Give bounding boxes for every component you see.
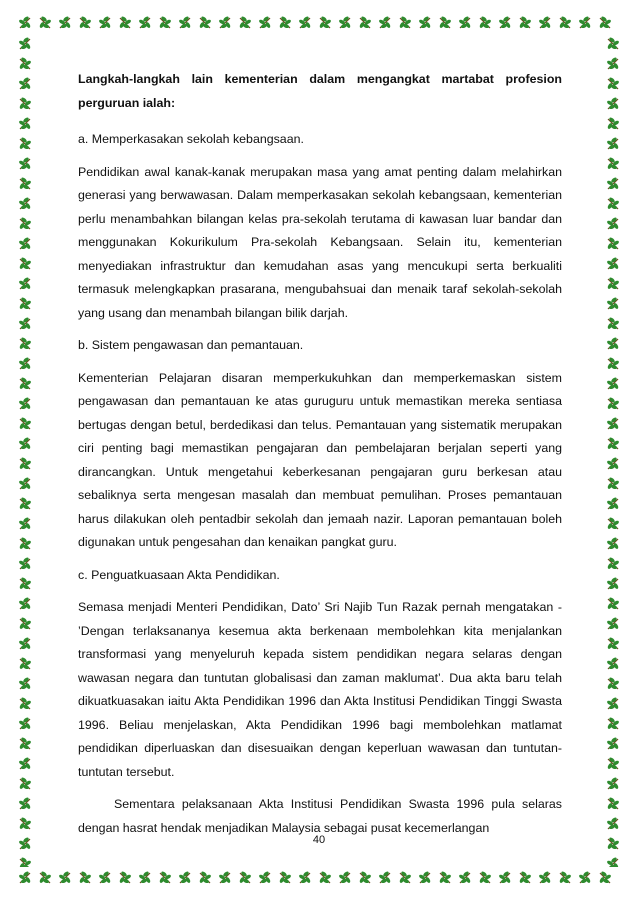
decorative-border-top bbox=[14, 12, 624, 34]
section-body-a: Pendidikan awal kanak-kanak merupakan masa yang amat penting dalam melahirkan generasi yang berwawasan. Dalam memperkasakan sekolah kebangsaan, kementerian perlu menambahkan bilangan kelas pra-sekolah terutama di kawasan luar bandar dan menggunakan Kokurikulum Pra-sekolah Kebangsaan. Selain itu, kementerian menyediakan infrastruktur dan kemudahan asas yang mencukupi serta berkualiti termasuk melengkapkan prasarana, mengubahsuai dan menaik taraf sekolah-sekolah yang usang dan menambah bilangan bilik darjah. bbox=[78, 164, 562, 320]
section-title-b: b. Sistem pengawasan dan pemantauan. bbox=[78, 338, 304, 352]
decorative-border-left bbox=[14, 34, 36, 867]
section-title-c: c. Penguatkuasaan Akta Pendidikan. bbox=[78, 567, 280, 582]
decorative-border-right bbox=[602, 34, 624, 867]
document-body bbox=[78, 68, 562, 840]
closing-paragraph: Sementara pelaksanaan Akta Institusi Pendidikan Swasta 1996 pula selaras dengan hasrat hendak menjadikan Malaysia sebagai pusat kecemerlangan bbox=[78, 797, 562, 835]
leaf-sprig-icon bbox=[14, 12, 624, 34]
leaf-sprig-icon bbox=[14, 867, 624, 889]
section-title-a: a. Memperkasakan sekolah kebangsaan. bbox=[78, 132, 304, 146]
section-body-b: Kementerian Pelajaran disaran memperkukuhkan dan memperkemaskan sistem pengawasan dan pemantauan ke atas guruguru untuk memastikan mereka sentiasa bertugas dengan betul, berdedikasi dan telus. Pemantauan yang sistematik merupakan ciri penting bagi memastikan pengajaran dan pembelajaran berjalan seperti yang dirancangkan. Untuk mengetahui keberkesanan pengajaran guru berkesan atau sebaliknya serta mengesan masalah dan membuat pemulihan. Proses pemantauan harus dilakukan oleh pentadbir sekolah dan jemaah nazir. Laporan pemantauan boleh digunakan untuk pengesahan dan kenaikan pangkat guru. bbox=[78, 370, 562, 549]
document-heading: Langkah-langkah lain kementerian dalam mengangkat martabat profesion perguruan ialah: bbox=[78, 72, 562, 110]
decorative-border-bottom bbox=[14, 867, 624, 889]
page-number: 40 bbox=[312, 834, 326, 846]
section-body-c: Semasa menjadi Menteri Pendidikan, Dato’ Sri Najib Tun Razak pernah mengatakan - ’Dengan terlaksananya kesemua akta berkenaan membolehkan kita menjalankan transformasi yang menyeluruh kepada sistem pendidikan negara selaras dengan wawasan negara dan tuntutan globalisasi dan zaman maklumat’. Dua akta baru telah dikuatkuasakan iaitu Akta Pendidikan 1996 dan Akta Institusi Pendidikan Tinggi Swasta 1996. Beliau menjelaskan, Akta Pendidikan 1996 bagi membolehkan matlamat pendidikan diperluaskan dan disesuaikan dengan keperluan wawasan dan tuntutan-tuntutan tersebut. bbox=[78, 600, 562, 779]
leaf-sprig-icon bbox=[602, 34, 624, 867]
leaf-sprig-icon bbox=[14, 34, 36, 867]
